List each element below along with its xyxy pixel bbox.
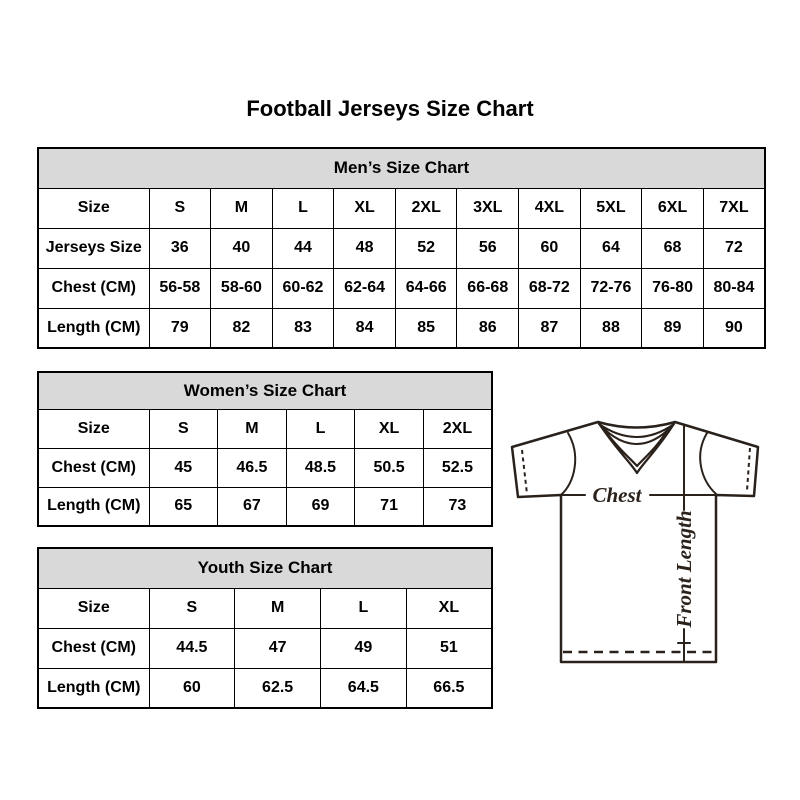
mens-size-table (37, 147, 766, 349)
row-label: Size (38, 188, 149, 228)
size-value-cell: 83 (272, 308, 334, 348)
size-value-cell: 2XL (423, 409, 492, 448)
row-label: Chest (CM) (38, 268, 149, 308)
size-value-cell: 60 (149, 668, 235, 708)
mens-section-title: Men’s Size Chart (38, 148, 765, 188)
chest-label: Chest (592, 483, 642, 507)
size-value-cell: S (149, 409, 218, 448)
row-label: Chest (CM) (38, 628, 149, 668)
size-value-cell: 62.5 (235, 668, 321, 708)
size-value-cell: 90 (703, 308, 765, 348)
row-label: Size (38, 409, 149, 448)
size-value-cell: 84 (334, 308, 396, 348)
size-value-cell: 64-66 (395, 268, 457, 308)
size-value-cell: 80-84 (703, 268, 765, 308)
size-value-cell: 56-58 (149, 268, 211, 308)
page-title: Football Jerseys Size Chart (246, 96, 534, 121)
row-label: Jerseys Size (38, 228, 149, 268)
size-value-cell: XL (355, 409, 424, 448)
size-value-cell: 56 (457, 228, 519, 268)
size-value-cell: 68-72 (519, 268, 581, 308)
size-value-cell: L (286, 409, 355, 448)
size-value-cell: 44 (272, 228, 334, 268)
size-value-cell: M (218, 409, 287, 448)
jersey-outline (512, 422, 758, 662)
row-label: Length (CM) (38, 668, 149, 708)
womens-size-table (37, 371, 493, 527)
row-label: Length (CM) (38, 308, 149, 348)
size-value-cell: 51 (406, 628, 492, 668)
size-value-cell: 46.5 (218, 448, 287, 487)
size-value-cell: L (321, 588, 407, 628)
size-value-cell: 87 (519, 308, 581, 348)
size-value-cell: 52 (395, 228, 457, 268)
size-value-cell: 64.5 (321, 668, 407, 708)
jersey-measurement-diagram (505, 410, 775, 680)
size-value-cell: XL (334, 188, 396, 228)
size-value-cell: 66-68 (457, 268, 519, 308)
size-value-cell: 49 (321, 628, 407, 668)
section-header-row (38, 148, 765, 188)
youth-size-table (37, 547, 493, 709)
size-value-cell: L (272, 188, 334, 228)
section-header-row (38, 548, 492, 588)
size-value-cell: XL (406, 588, 492, 628)
table-row (38, 409, 492, 448)
size-value-cell: 62-64 (334, 268, 396, 308)
table-row (38, 628, 492, 668)
size-value-cell: 67 (218, 487, 287, 526)
table-row (38, 588, 492, 628)
size-value-cell: 79 (149, 308, 211, 348)
size-value-cell: 3XL (457, 188, 519, 228)
size-value-cell: 64 (580, 228, 642, 268)
table-row (38, 487, 492, 526)
section-header-row (38, 372, 492, 409)
table-row (38, 268, 765, 308)
size-value-cell: S (149, 588, 235, 628)
size-value-cell: 50.5 (355, 448, 424, 487)
size-value-cell: 6XL (642, 188, 704, 228)
size-value-cell: 4XL (519, 188, 581, 228)
size-value-cell: 2XL (395, 188, 457, 228)
size-value-cell: 89 (642, 308, 704, 348)
size-value-cell: 72 (703, 228, 765, 268)
row-label: Chest (CM) (38, 448, 149, 487)
womens-section-title: Women’s Size Chart (38, 372, 492, 409)
size-value-cell: 66.5 (406, 668, 492, 708)
size-value-cell: S (149, 188, 211, 228)
size-value-cell: 44.5 (149, 628, 235, 668)
size-value-cell: 68 (642, 228, 704, 268)
size-value-cell: 48.5 (286, 448, 355, 487)
table-row (38, 448, 492, 487)
size-value-cell: 82 (211, 308, 273, 348)
size-value-cell: M (211, 188, 273, 228)
size-value-cell: 76-80 (642, 268, 704, 308)
table-row (38, 188, 765, 228)
size-value-cell: 65 (149, 487, 218, 526)
table-row (38, 668, 492, 708)
size-value-cell: 69 (286, 487, 355, 526)
size-value-cell: 60-62 (272, 268, 334, 308)
size-value-cell: 52.5 (423, 448, 492, 487)
size-value-cell: 45 (149, 448, 218, 487)
size-value-cell: 7XL (703, 188, 765, 228)
size-value-cell: 36 (149, 228, 211, 268)
size-value-cell: 40 (211, 228, 273, 268)
size-value-cell: 58-60 (211, 268, 273, 308)
size-value-cell: 47 (235, 628, 321, 668)
size-value-cell: 73 (423, 487, 492, 526)
size-value-cell: 86 (457, 308, 519, 348)
size-value-cell: 5XL (580, 188, 642, 228)
size-value-cell: 85 (395, 308, 457, 348)
front-length-label: Front Length (672, 510, 696, 628)
size-value-cell: M (235, 588, 321, 628)
table-row (38, 308, 765, 348)
size-value-cell: 48 (334, 228, 396, 268)
row-label: Size (38, 588, 149, 628)
size-value-cell: 88 (580, 308, 642, 348)
row-label: Length (CM) (38, 487, 149, 526)
size-value-cell: 60 (519, 228, 581, 268)
table-row (38, 228, 765, 268)
youth-section-title: Youth Size Chart (38, 548, 492, 588)
size-value-cell: 72-76 (580, 268, 642, 308)
size-value-cell: 71 (355, 487, 424, 526)
